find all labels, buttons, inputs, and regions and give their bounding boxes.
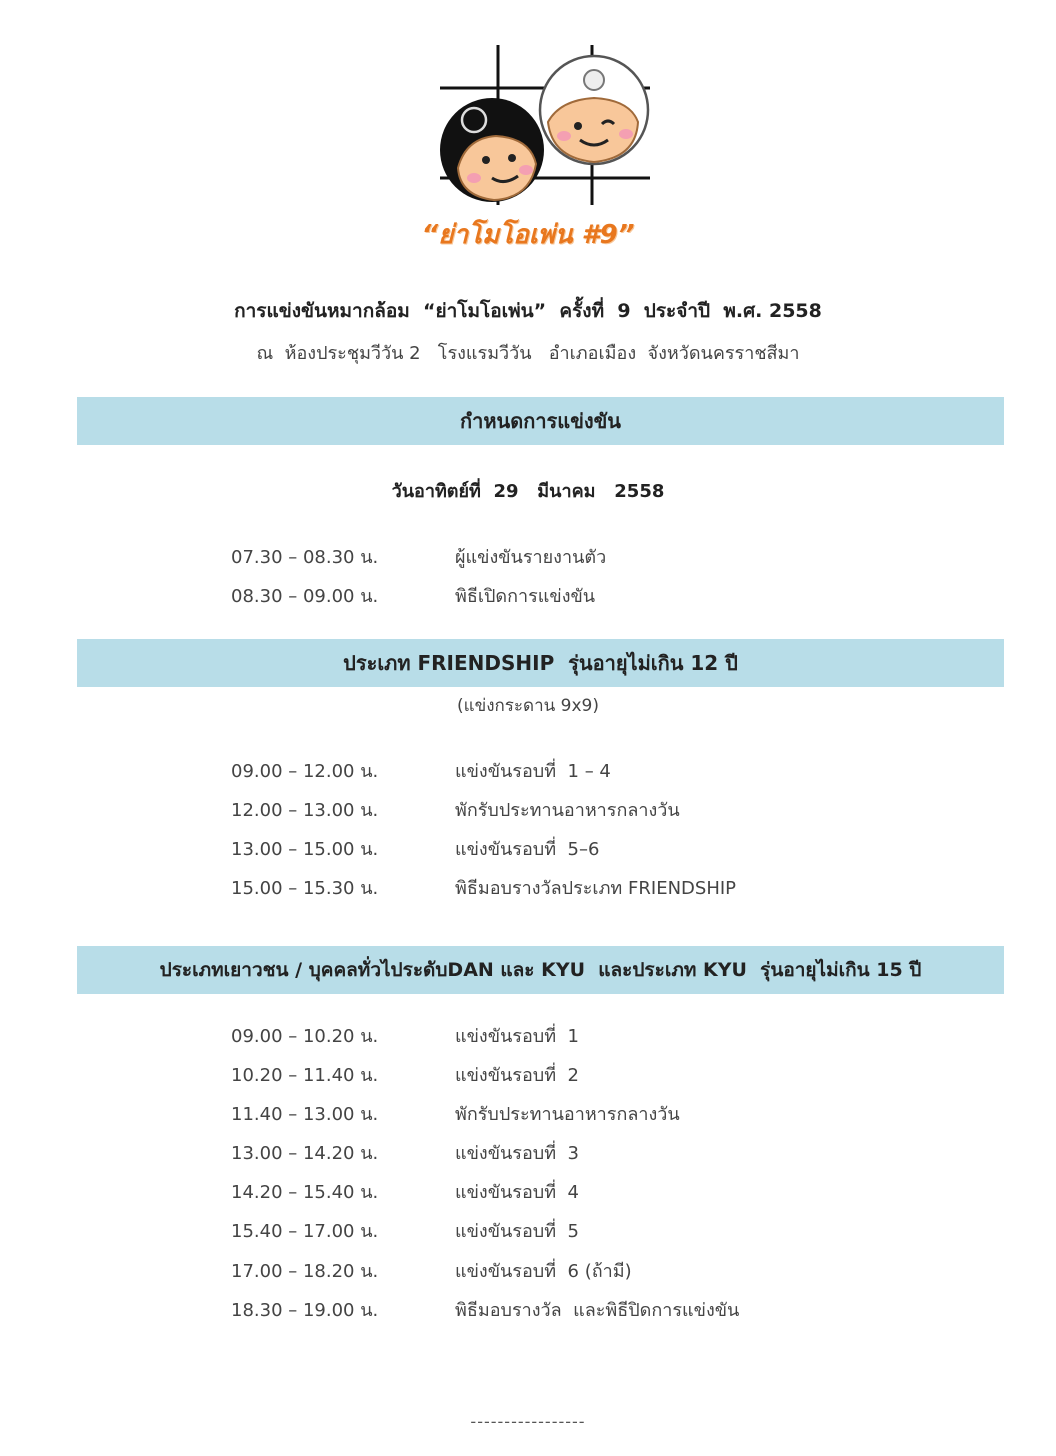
schedule-row	[0, 756, 1056, 784]
row-activity: แข่งขันรอบที่ 1	[455, 1026, 579, 1047]
row-activity: พิธีเปิดการแข่งขัน	[455, 586, 596, 607]
row-time: 09.00 – 12.00 น.	[231, 761, 379, 782]
row-activity: แข่งขันรอบที่ 5–6	[455, 839, 600, 860]
friendship-heading-band	[77, 639, 1004, 687]
row-time: 14.20 – 15.40 น.	[231, 1182, 379, 1203]
row-time: 07.30 – 08.30 น.	[231, 547, 379, 568]
youth-general-heading-band	[77, 946, 1004, 994]
go-stones-logo	[430, 40, 660, 210]
friendship-heading: ประเภท FRIENDSHIP รุ่นอายุไม่เกิน 12 ปี	[343, 651, 738, 675]
footer-divider: -----------------	[470, 1412, 586, 1431]
page-title: การแข่งขันหมากล้อม “ย่าโมโอเพ่น” ครั้งที่ 9 ประจำปี พ.ศ. 2558	[234, 300, 822, 322]
schedule-row	[0, 1256, 1056, 1284]
schedule-row	[0, 795, 1056, 823]
row-activity: แข่งขันรอบที่ 6 (ถ้ามี)	[455, 1261, 632, 1282]
schedule-row	[0, 1295, 1056, 1323]
schedule-row	[0, 834, 1056, 862]
black-stone-face-icon	[440, 98, 544, 202]
row-time: 10.20 – 11.40 น.	[231, 1065, 379, 1086]
schedule-heading-band	[77, 397, 1004, 445]
row-time: 15.40 – 17.00 น.	[231, 1221, 379, 1242]
schedule-row	[0, 1177, 1056, 1205]
schedule-heading: กำหนดการแข่งขัน	[460, 409, 621, 433]
row-time: 13.00 – 14.20 น.	[231, 1143, 379, 1164]
row-activity: พิธีมอบรางวัล และพิธีปิดการแข่งขัน	[455, 1300, 740, 1321]
schedule-row	[0, 581, 1056, 609]
white-stone-face-icon	[540, 56, 648, 164]
row-activity: พิธีมอบรางวัลประเภท FRIENDSHIP	[455, 878, 737, 899]
row-activity: แข่งขันรอบที่ 5	[455, 1221, 579, 1242]
venue-line: ณ ห้องประชุมวีวัน 2 โรงแรมวีวัน อำเภอเมือง จังหวัดนครราชสีมา	[256, 343, 800, 364]
schedule-row	[0, 1021, 1056, 1049]
row-activity: ผู้แข่งขันรายงานตัว	[455, 547, 607, 568]
logo-title: “ย่าโมโอเพ่น #9”	[421, 220, 635, 250]
row-activity: พักรับประทานอาหารกลางวัน	[455, 800, 680, 821]
schedule-row	[0, 1138, 1056, 1166]
row-activity: แข่งขันรอบที่ 1 – 4	[455, 761, 611, 782]
event-date: วันอาทิตย์ที่ 29 มีนาคม 2558	[391, 481, 665, 502]
schedule-row	[0, 1099, 1056, 1127]
row-time: 15.00 – 15.30 น.	[231, 878, 379, 899]
row-time: 11.40 – 13.00 น.	[231, 1104, 379, 1125]
row-time: 13.00 – 15.00 น.	[231, 839, 379, 860]
row-activity: พักรับประทานอาหารกลางวัน	[455, 1104, 680, 1125]
row-time: 17.00 – 18.20 น.	[231, 1261, 379, 1282]
board-size-note: (แข่งกระดาน 9x9)	[456, 696, 599, 716]
row-activity: แข่งขันรอบที่ 4	[455, 1182, 579, 1203]
row-time: 18.30 – 19.00 น.	[231, 1300, 379, 1321]
schedule-row	[0, 873, 1056, 901]
row-time: 08.30 – 09.00 น.	[231, 586, 379, 607]
youth-general-heading: ประเภทเยาวชน / บุคคลทั่วไประดับDAN และ KYU และประเภท KYU รุ่นอายุไม่เกิน 15 ปี	[159, 959, 922, 981]
schedule-row	[0, 542, 1056, 570]
schedule-row	[0, 1216, 1056, 1244]
row-time: 09.00 – 10.20 น.	[231, 1026, 379, 1047]
row-activity: แข่งขันรอบที่ 3	[455, 1143, 579, 1164]
schedule-row	[0, 1060, 1056, 1088]
row-activity: แข่งขันรอบที่ 2	[455, 1065, 579, 1086]
row-time: 12.00 – 13.00 น.	[231, 800, 379, 821]
